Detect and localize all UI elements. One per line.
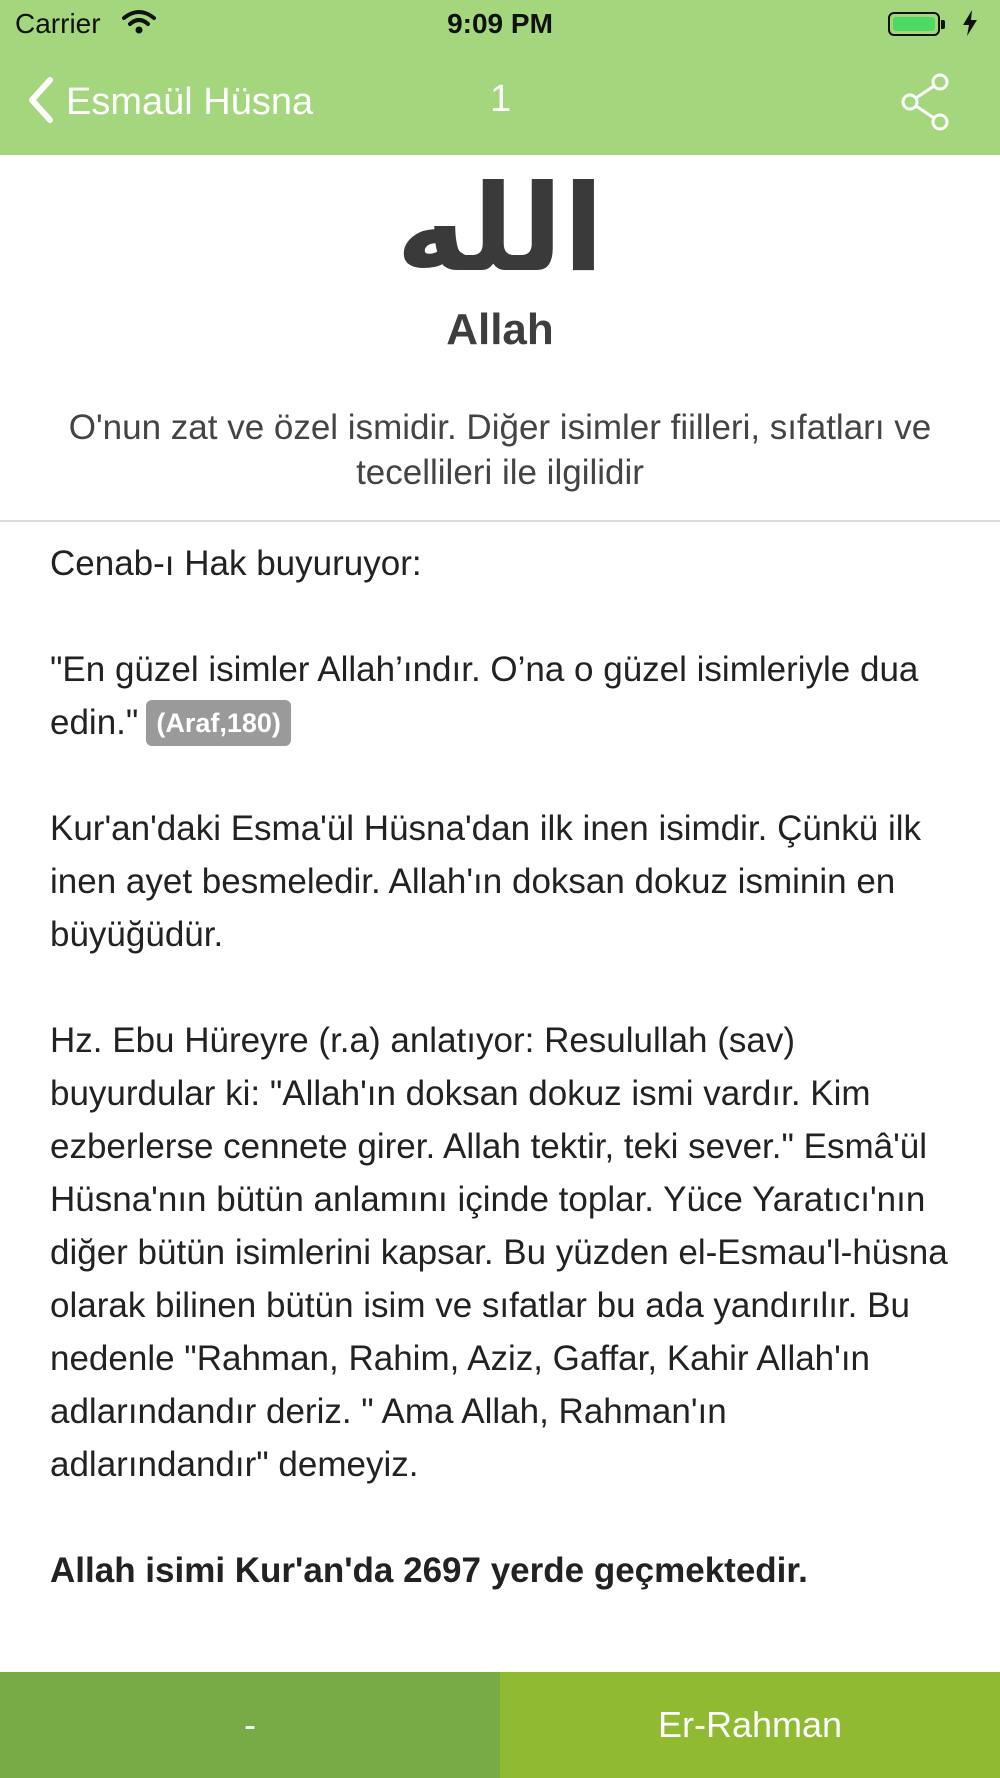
description-content	[50, 537, 955, 1597]
next-name-button[interactable]	[500, 1672, 1000, 1778]
chevron-left-icon	[28, 77, 54, 128]
share-button[interactable]	[896, 72, 952, 137]
divider	[0, 520, 1000, 522]
back-button-label: Esmaül Hüsna	[66, 81, 314, 123]
verse-reference-badge: (Araf,180)	[146, 700, 291, 746]
status-bar	[0, 0, 1000, 50]
status-time: 9:09 PM	[447, 8, 553, 39]
top-bar	[0, 0, 1000, 155]
arabic-name: الله	[396, 160, 604, 299]
back-button[interactable]	[28, 75, 313, 130]
quote-text: "En güzel isimler Allah’ındır. O’na o güzel isimleriyle dua edin."	[50, 650, 919, 742]
occurrence-count-text: Allah isimi Kur'an'da 2697 yerde geçmektedir.	[50, 1551, 808, 1590]
navigation-bar	[0, 50, 1000, 155]
previous-name-button[interactable]	[0, 1672, 500, 1778]
intro-text: Cenab-ı Hak buyuruyor:	[50, 544, 422, 583]
previous-name-label: -	[244, 1704, 256, 1745]
next-name-label: Er-Rahman	[657, 1704, 843, 1745]
carrier-label: Carrier	[15, 8, 101, 39]
description-paragraph-1: Kur'an'daki Esma'ül Hüsna'dan ilk inen isimdir. Çünkü ilk inen ayet besmeledir. Allah'ın doksan dokuz isminin en büyüğüdür.	[50, 809, 922, 954]
name-title: Allah	[446, 305, 554, 354]
bottom-bar	[0, 1672, 1000, 1778]
charging-bolt-icon	[962, 10, 978, 41]
description-paragraph-2: Hz. Ebu Hüreyre (r.a) anlatıyor: Resulullah (sav) buyurdular ki: "Allah'ın doksan dokuz ismi vardır. Kim ezberlerse cennete girer. Allah tektir, teki sever." Esmâ'ül Hüsna'nın bütün anlamını içinde toplar. Yüce Yaratıcı'nın diğer bütün isimlerini kapsar. Bu yüzden el-Esmau'l-hüsna olarak bilinen bütün isim ve sıfatlar bu ada yandırılır. Bu nedenle "Rahman, Rahim, Aziz, Gaffar, Kahir Allah'ın adlarındandır deriz. " Ama Allah, Rahman'ın adlarındandır" demeyiz.	[50, 1021, 948, 1484]
name-meaning: O'nun zat ve özel ismidir. Diğer isimler fiilleri, sıfatları ve tecellileri ile ilgilidir	[68, 408, 932, 492]
share-icon	[896, 72, 952, 132]
battery-icon	[888, 12, 940, 36]
quote-paragraph	[50, 643, 955, 749]
name-index: 1	[490, 78, 512, 120]
